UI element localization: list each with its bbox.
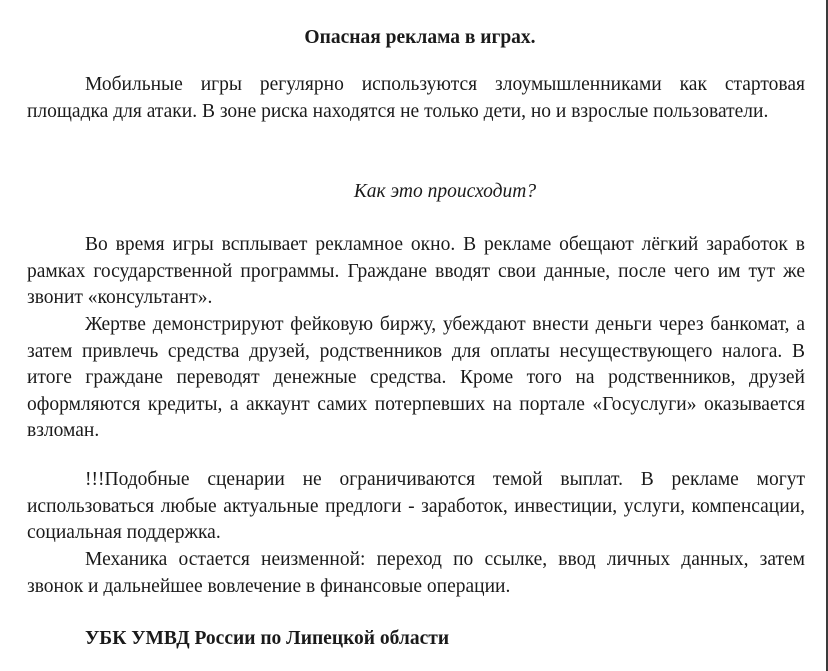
section-subtitle: Как это происходит?	[353, 181, 537, 202]
paragraph-intro: Мобильные игры регулярно используются злоумышленниками как стартовая площадка для атаки. В зоне риска находятся не только дети, но и взрослые пользователи.	[27, 74, 805, 122]
paragraph-warning: !!!Подобные сценарии не ограничиваются темой выплат. В рекламе могут использоваться любые актуальные предлоги - заработок, инвестиции, услуги, компенсации, социальная поддержка.	[27, 469, 805, 543]
document-signature: УБК УМВД России по Липецкой области	[85, 628, 450, 649]
paragraph-mechanics: Механика остается неизменной: переход по ссылке, ввод личных данных, затем звонок и дальнейшее вовлечение в финансовые операции.	[27, 549, 805, 597]
paragraph-ad-window: Во время игры всплывает рекламное окно. В рекламе обещают лёгкий заработок в рамках государственной программы. Граждане вводят свои данные, после чего им тут же звонит «консультант».	[27, 234, 805, 308]
document-title: Опасная реклама в играх.	[304, 27, 536, 48]
paragraph-fake-exchange: Жертве демонстрируют фейковую биржу, убеждают внести деньги через банкомат, а затем привлечь средства друзей, родственников для оплаты несуществующего налога. В итоге граждане переводят денежные средства. Кроме того на родственников, друзей оформляются кредиты, а аккаунт самих потерпевших на портале «Госуслуги» оказывается взломан.	[27, 314, 805, 441]
